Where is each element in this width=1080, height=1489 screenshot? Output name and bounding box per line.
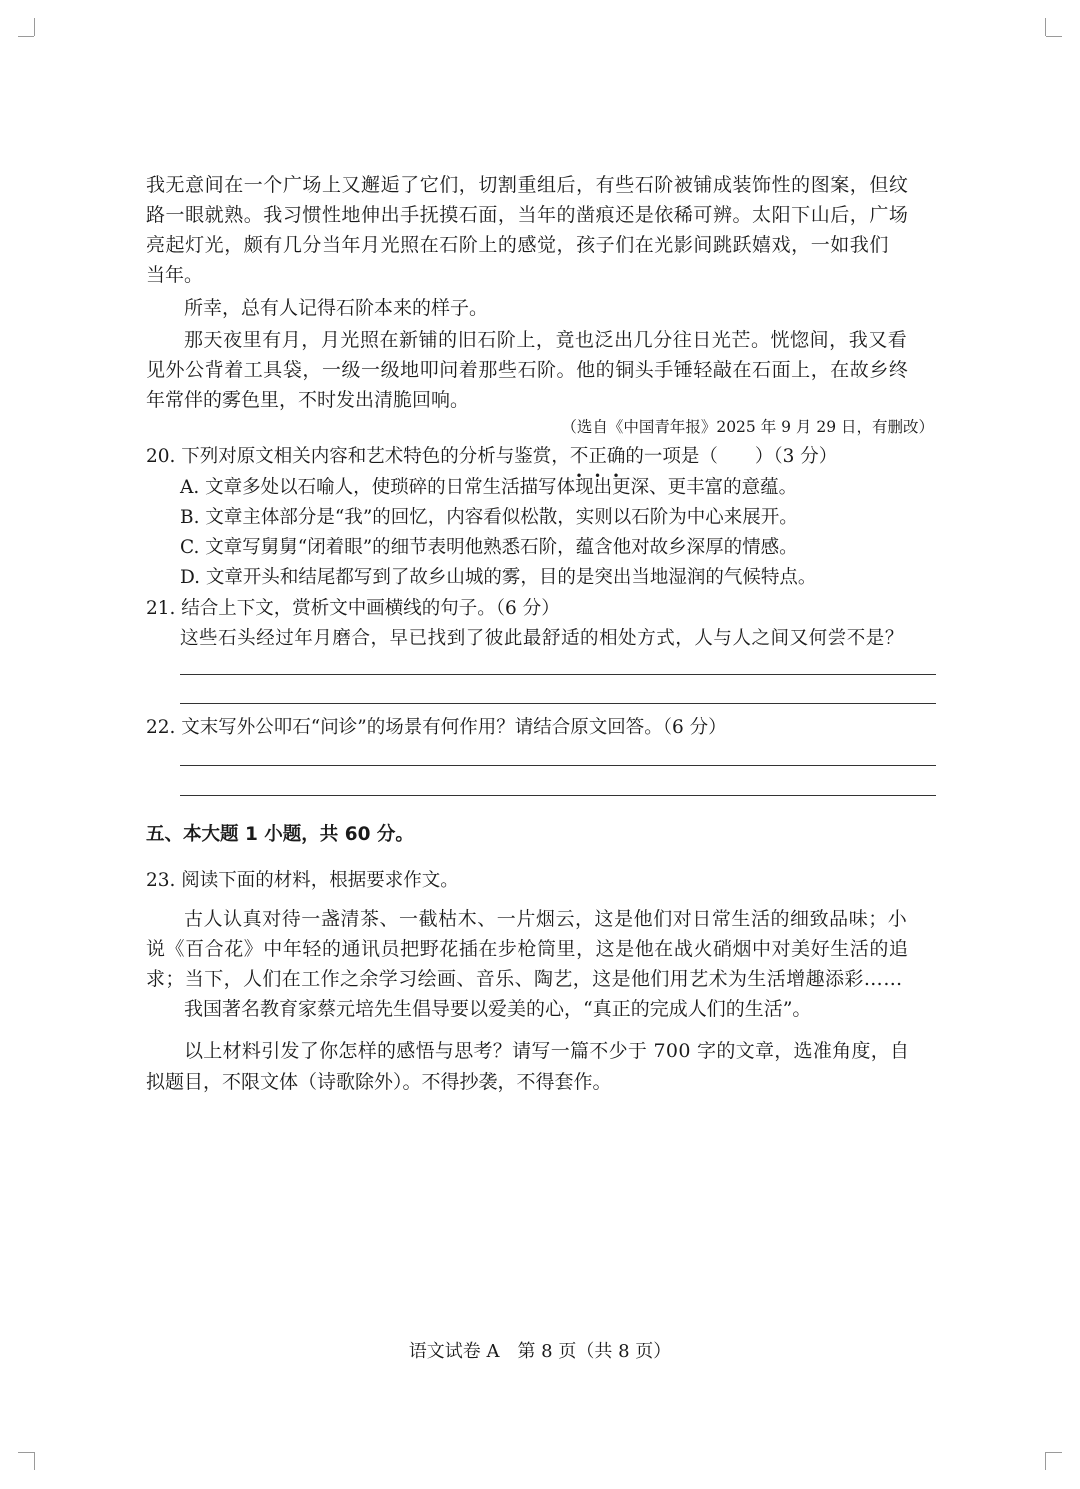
- crop-mark-bottom-left: [34, 1452, 35, 1470]
- question-20-option-c: C. 文章写舅舅“闭着眼”的细节表明他熟悉石阶，蕴含他对故乡深厚的情感。: [180, 537, 798, 558]
- answer-line[interactable]: [180, 674, 936, 675]
- prompt-line: 拟题目，不限文体（诗歌除外）。不得抄袭，不得套作。: [146, 1071, 612, 1093]
- material-line: 古人认真对待一盏清茶、一截枯木、一片烟云，这是他们对日常生活的细致品味；小: [184, 908, 908, 930]
- crop-mark-top-right: [1045, 18, 1046, 36]
- prompt-line: 以上材料引发了你怎样的感悟与思考？请写一篇不少于 700 字的文章，选准角度，自: [184, 1040, 910, 1062]
- crop-mark-bottom-right: [1045, 1452, 1046, 1470]
- answer-line[interactable]: [180, 765, 936, 766]
- question-20-stem-after: 的一项是（ ）（3 分）: [625, 446, 838, 467]
- emphasis-char: 确: [606, 446, 626, 467]
- question-20-option-a: A. 文章多处以石喻人，使琐碎的日常生活描写体现出更深、更丰富的意蕴。: [180, 477, 798, 498]
- section-heading: 五、本大题 1 小题，共 60 分。: [146, 824, 414, 845]
- question-20-option-b: B. 文章主体部分是“我”的回忆，内容看似松散，实则以石阶为中心来展开。: [180, 507, 798, 528]
- answer-line[interactable]: [180, 795, 936, 796]
- passage-paragraph: 所幸，总有人记得石阶本来的样子。: [184, 297, 489, 319]
- question-22-stem: 22. 文末写外公叩石“问诊”的场景有何作用？请结合原文回答。（6 分）: [146, 717, 727, 738]
- emphasis-char: 正: [588, 446, 607, 467]
- crop-mark-bottom-left: [18, 1452, 34, 1453]
- passage-line: 路一眼就熟。我习惯性地伸出手抚摸石面，当年的凿痕还是依稀可辨。太阳下山后，广场: [146, 204, 909, 226]
- crop-mark-top-left: [34, 18, 35, 36]
- passage-line: 那天夜里有月，月光照在新铺的旧石阶上，竟也泛出几分往日光芒。恍惚间，我又看: [184, 329, 908, 351]
- passage-line: 年常伴的雾色里，不时发出清脆回响。: [146, 389, 470, 411]
- passage-line: 亮起灯光，颇有几分当年月光照在石阶上的感觉，孩子们在光影间跳跃嬉戏，一如我们: [146, 234, 889, 256]
- question-21-stem: 21. 结合上下文，赏析文中画横线的句子。（6 分）: [146, 598, 560, 619]
- answer-line[interactable]: [180, 703, 936, 704]
- passage-source: （选自《中国青年报》2025 年 9 月 29 日，有删改）: [561, 418, 934, 436]
- crop-mark-top-right: [1046, 36, 1062, 37]
- crop-mark-bottom-right: [1046, 1452, 1062, 1453]
- question-23-stem: 23. 阅读下面的材料，根据要求作文。: [146, 870, 459, 891]
- emphasis-char: 不: [569, 446, 589, 467]
- passage-line: 见外公背着工具袋，一级一级地叩问着那些石阶。他的铜头手锤轻敲在石面上，在故乡终: [146, 359, 909, 381]
- passage-line: 当年。: [146, 264, 204, 286]
- material-line: 我国著名教育家蔡元培先生倡导要以爱美的心，“真正的完成人们的生活”。: [184, 998, 812, 1020]
- page-footer: 语文试卷 A 第 8 页（共 8 页）: [408, 1341, 672, 1362]
- question-20-stem: [146, 442, 837, 468]
- crop-mark-top-left: [18, 36, 34, 37]
- question-20-option-d: D. 文章开头和结尾都写到了故乡山城的雾，目的是突出当地湿润的气候特点。: [180, 567, 817, 588]
- material-line: 求；当下，人们在工作之余学习绘画、音乐、陶艺，这是他们用艺术为生活增趣添彩……: [146, 968, 903, 990]
- question-20-stem-before: 20. 下列对原文相关内容和艺术特色的分析与鉴赏，: [146, 446, 570, 467]
- passage-line: 我无意间在一个广场上又邂逅了它们，切割重组后，有些石阶被铺成装饰性的图案，但纹: [146, 174, 909, 196]
- material-line: 说《百合花》中年轻的通讯员把野花插在步枪筒里，这是他在战火硝烟中对美好生活的追: [146, 938, 909, 960]
- question-21-quote: 这些石头经过年月磨合，早已找到了彼此最舒适的相处方式，人与人之间又何尝不是？: [180, 628, 904, 649]
